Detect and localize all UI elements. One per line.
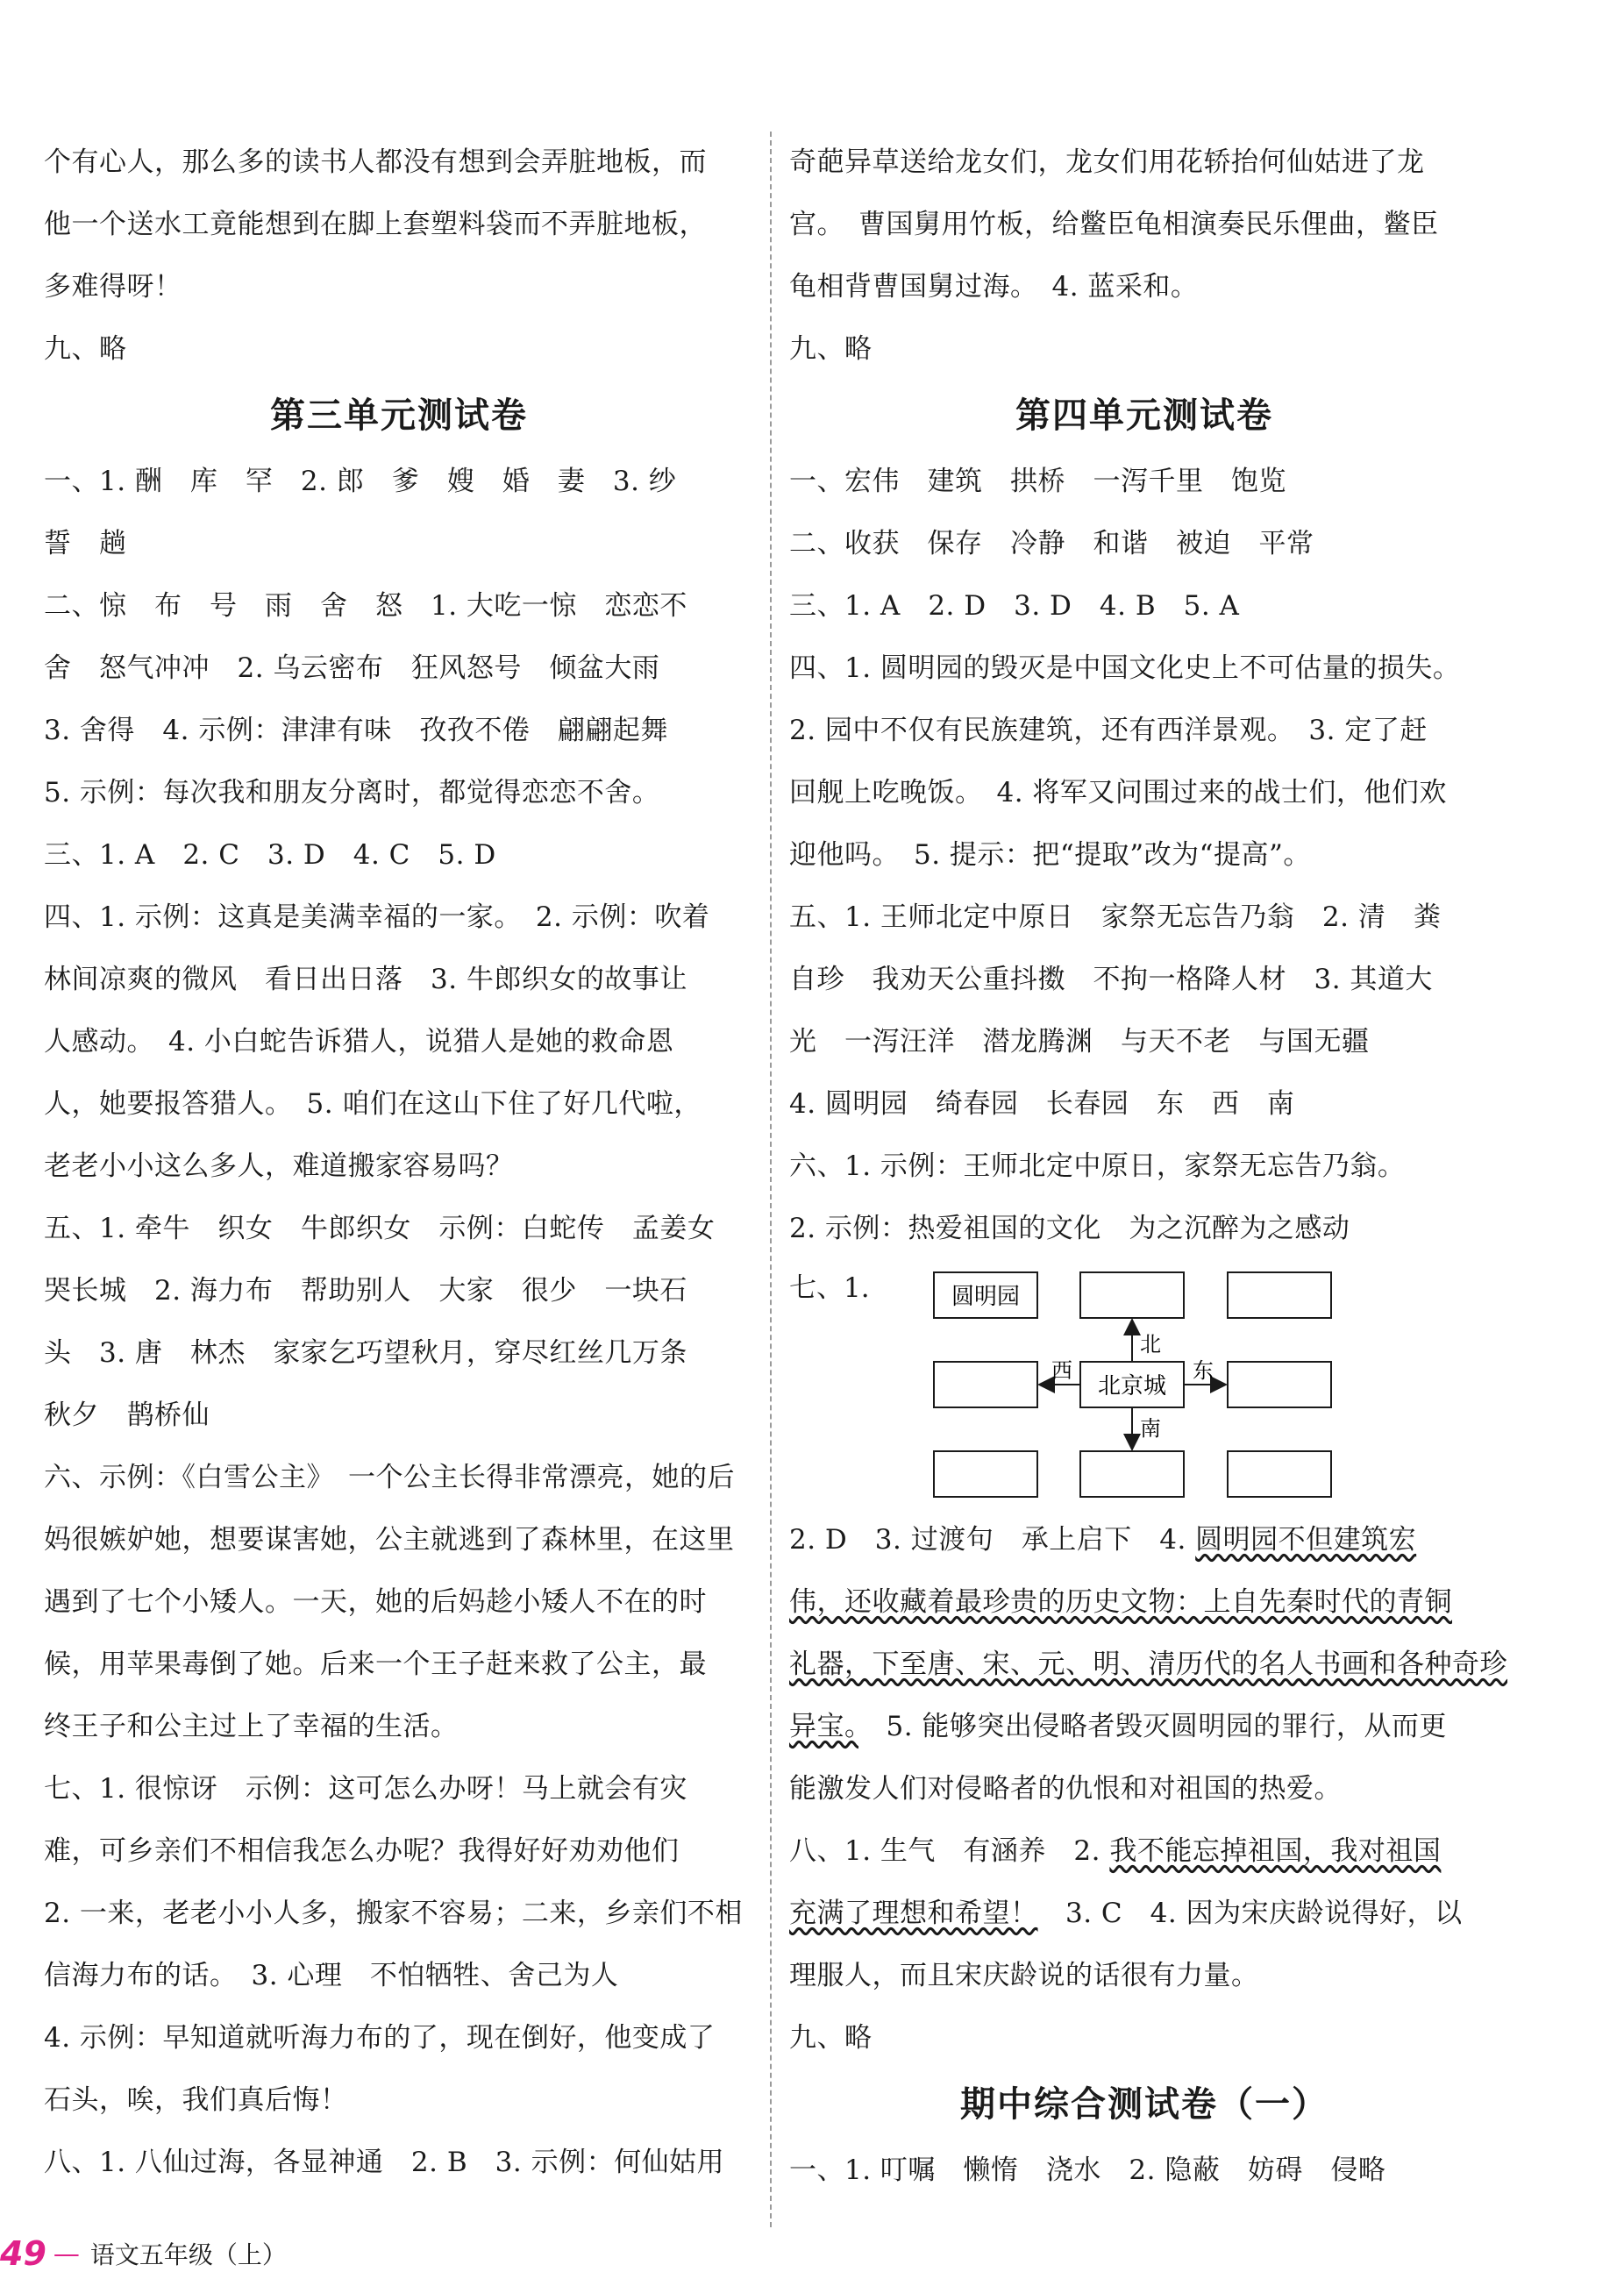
right-line: 4. 圆明园 绮春园 长春园 东 西 南: [789, 1088, 1295, 1120]
box-label-yuanmingyuan: 圆明园: [951, 1284, 1021, 1310]
left-line: 多难得呀！: [44, 271, 182, 303]
compass-diagram: [789, 1264, 1499, 1509]
box-top-center: [1080, 1272, 1184, 1318]
left-line: 老老小小这么多人，难道搬家容易吗？: [44, 1150, 514, 1182]
right-line: 奇葩异草送给龙女们，龙女们用花轿抬何仙姑进了龙: [789, 146, 1425, 178]
footer-subject: 语文五年级（上）: [89, 2240, 287, 2269]
left-line: 终王子和公主过上了幸福的生活。: [44, 1711, 459, 1742]
section-title-unit3: 第三单元测试卷: [270, 395, 528, 436]
right-line: 自珍 我劝天公重抖擞 不拘一格降人材 3. 其道大: [789, 964, 1433, 995]
left-line: 二、惊 布 号 雨 舍 怒 1. 大吃一惊 恋恋不: [44, 590, 687, 622]
right-line: 龟相背曹国舅过海。 4. 蓝采和。: [789, 271, 1199, 303]
left-line: 林间凉爽的微风 看日出日落 3. 牛郎织女的故事让: [44, 964, 687, 995]
left-line: 他一个送水工竟能想到在脚上套塑料袋而不弄脏地板，: [44, 209, 707, 240]
left-line: 舍 怒气冲冲 2. 乌云密布 狂风怒号 倾盆大雨: [44, 652, 660, 684]
section-title-unit4: 第四单元测试卷: [1015, 395, 1273, 436]
right-line: 一、宏伟 建筑 拱桥 一泻千里 饱览: [789, 466, 1286, 497]
right-line: 九、略: [789, 2022, 873, 2054]
left-line: 誓 趟: [44, 528, 127, 559]
box-bottom-center: [1080, 1451, 1184, 1497]
right-line: [789, 1820, 1499, 1883]
left-line: 头 3. 唐 林杰 家家乞巧望秋月，穿尽红丝几万条: [44, 1337, 687, 1369]
diagram-question-label: 七、1.: [789, 1272, 870, 1304]
right-line: [789, 1696, 1499, 1758]
left-line: 哭长城 2. 海力布 帮助别人 大家 很少 一块石: [44, 1275, 687, 1307]
right-line: [789, 1634, 1507, 1696]
right-line: [789, 1509, 1499, 1571]
underlined-answer: 圆明园不但建筑宏: [1195, 1524, 1417, 1556]
right-line: 二、收获 保存 冷静 和谐 被迫 平常: [789, 528, 1314, 559]
left-line: 石头，唉，我们真后悔！: [44, 2084, 348, 2116]
left-line: 秋夕 鹊桥仙: [44, 1399, 210, 1431]
left-line: 人，她要报答猎人。 5. 咱们在这山下住了好几代啦，: [44, 1088, 702, 1120]
left-line: 三、1. A 2. C 3. D 4. C 5. D: [44, 839, 496, 871]
right-line: 迎他吗。 5. 提示：把“提取”改为“提高”。: [789, 839, 1311, 871]
page-footer: [0, 2232, 1624, 2275]
left-column: [44, 132, 754, 2194]
right-line: [789, 1883, 1499, 1945]
right-line: [789, 1571, 1499, 1634]
right-line: 2. 示例：热爱祖国的文化 为之沉醉为之感动: [789, 1213, 1350, 1244]
underlined-answer: 异宝。: [789, 1711, 858, 1742]
right-line: 六、1. 示例：王师北定中原日，家祭无忘告乃翁。: [789, 1150, 1406, 1182]
footer-dash: —: [53, 2238, 80, 2269]
left-line: 九、略: [44, 333, 127, 365]
box-middle-right: [1228, 1362, 1331, 1407]
q8-rest: 3. C 4. 因为宋庆龄说得好，以: [1037, 1898, 1463, 1929]
left-line: 遇到了七个小矮人。一天，她的后妈趁小矮人不在的时: [44, 1586, 707, 1618]
left-line: 3. 舍得 4. 示例：津津有味 孜孜不倦 翩翩起舞: [44, 715, 668, 746]
q7-rest: 5. 能够突出侵略者毁灭圆明园的罪行，从而更: [858, 1711, 1447, 1742]
box-bottom-right: [1228, 1451, 1331, 1497]
right-line: 理服人，而且宋庆龄说的话很有力量。: [789, 1960, 1259, 1991]
direction-east: 东: [1193, 1358, 1214, 1383]
box-label-beijingcheng: 北京城: [1097, 1373, 1167, 1399]
underlined-answer: 充满了理想和希望！: [789, 1898, 1038, 1929]
column-divider: [770, 132, 772, 2227]
direction-north: 北: [1140, 1332, 1161, 1357]
underlined-answer: 我不能忘掉祖国，我对祖国: [1109, 1835, 1442, 1867]
left-line: 一、1. 酬 库 罕 2. 郎 爹 嫂 婚 妻 3. 纱: [44, 466, 677, 497]
page-number: 49: [0, 2234, 46, 2273]
left-line: 妈很嫉妒她，想要谋害她，公主就逃到了森林里，在这里: [44, 1524, 735, 1556]
underlined-answer: 礼器，下至唐、宋、元、明、清历代的名人书画和各种奇珍: [789, 1649, 1507, 1680]
left-line: 2. 一来，老老小小人多，搬家不容易；二来，乡亲们不相: [44, 1898, 743, 1929]
right-line: 光 一泻汪洋 潜龙腾渊 与天不老 与国无疆: [789, 1026, 1370, 1058]
left-line: 4. 示例：早知道就听海力布的了，现在倒好，他变成了: [44, 2022, 716, 2054]
right-line: 四、1. 圆明园的毁灭是中国文化史上不可估量的损失。: [789, 652, 1461, 684]
left-line: 候，用苹果毒倒了她。后来一个王子赶来救了公主，最: [44, 1649, 707, 1680]
left-line: 个有心人，那么多的读书人都没有想到会弄脏地板，而: [44, 146, 707, 178]
right-column: [789, 132, 1507, 2202]
left-line: 六、示例：《白雪公主》 一个公主长得非常漂亮，她的后: [44, 1462, 735, 1493]
underlined-answer: 伟，还收藏着最珍贵的历史文物：上自先秦时代的青铜: [789, 1586, 1452, 1618]
right-line: 2. 园中不仅有民族建筑，还有西洋景观。 3. 定了赶: [789, 715, 1428, 746]
box-top-right: [1228, 1272, 1331, 1318]
left-line: 四、1. 示例：这真是美满幸福的一家。 2. 示例：吹着: [44, 901, 710, 933]
right-line: 三、1. A 2. D 3. D 4. B 5. A: [789, 590, 1240, 622]
right-line: 五、1. 王师北定中原日 家祭无忘告乃翁 2. 清 粪: [789, 901, 1442, 933]
left-line: 八、1. 八仙过海，各显神通 2. B 3. 示例：何仙姑用: [44, 2147, 725, 2178]
right-line: 能激发人们对侵略者的仇恨和对祖国的热爱。: [789, 1773, 1342, 1805]
box-bottom-left: [934, 1451, 1037, 1497]
q8-prefix: 八、1. 生气 有涵养 2.: [789, 1835, 1110, 1867]
compass-diagram-svg: [789, 1264, 1499, 1509]
right-line: 宫。 曹国舅用竹板，给鳖臣龟相演奏民乐俚曲，鳖臣: [789, 209, 1439, 240]
left-line: 人感动。 4. 小白蛇告诉猎人，说猎人是她的救命恩: [44, 1026, 674, 1058]
q7-prefix: 2. D 3. 过渡句 承上启下 4.: [789, 1524, 1196, 1556]
section-title-midterm: 期中综合测试卷（一）: [960, 2084, 1328, 2125]
left-line: 信海力布的话。 3. 心理 不怕牺牲、舍己为人: [44, 1960, 619, 1991]
direction-south: 南: [1140, 1416, 1161, 1441]
left-line: 七、1. 很惊讶 示例：这可怎么办呀！马上就会有灾: [44, 1773, 687, 1805]
left-line: 5. 示例：每次我和朋友分离时，都觉得恋恋不舍。: [44, 777, 660, 808]
left-line: 难，可乡亲们不相信我怎么办呢？我得好好劝劝他们: [44, 1835, 680, 1867]
box-middle-left: [934, 1362, 1037, 1407]
right-line: 回舰上吃晚饭。 4. 将军又问围过来的战士们，他们欢: [789, 777, 1447, 808]
left-line: 五、1. 牵牛 织女 牛郎织女 示例：白蛇传 孟姜女: [44, 1213, 716, 1244]
direction-west: 西: [1051, 1358, 1072, 1383]
right-line: 九、略: [789, 333, 873, 365]
right-line: 一、1. 叮嘱 懒惰 浇水 2. 隐蔽 妨碍 侵略: [789, 2154, 1386, 2186]
